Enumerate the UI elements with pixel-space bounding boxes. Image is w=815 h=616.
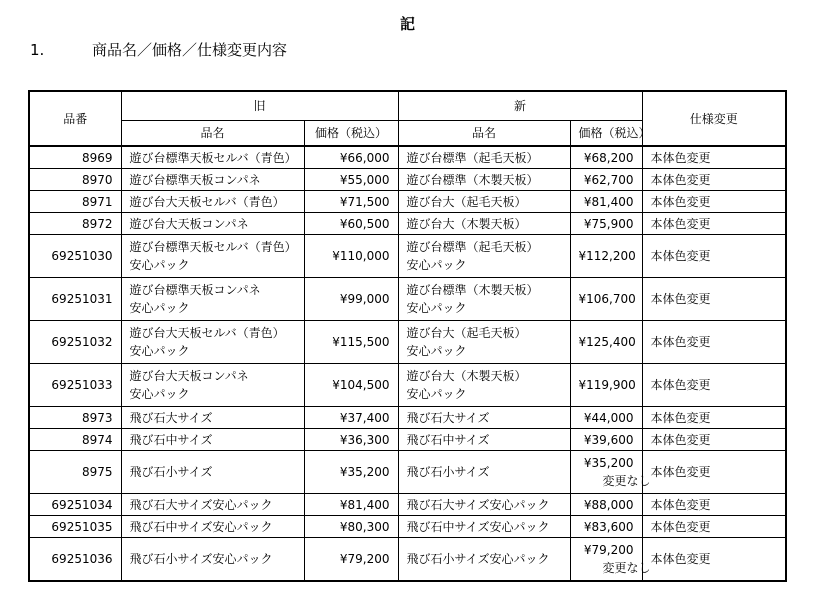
table-row [29, 213, 786, 235]
new-product-name-line: 飛び石小サイズ安心パック [406, 552, 550, 566]
spec-change: 本体色変更 [642, 169, 786, 191]
new-product-name [398, 169, 570, 191]
header-old: 旧 [121, 91, 398, 121]
old-product-name-line: 遊び台大天板コンパネ [129, 216, 249, 231]
old-price: ¥81,400 [304, 494, 398, 516]
new-product-name-line: 飛び石中サイズ安心パック [406, 519, 550, 534]
product-code: 8971 [29, 191, 121, 213]
document-heading: 記 [399, 15, 415, 33]
spec-change: 本体色変更 [642, 516, 786, 538]
new-price [570, 169, 642, 191]
old-product-name [121, 321, 304, 364]
new-product-name [398, 213, 570, 235]
new-price-value: ¥39,600 [583, 432, 634, 447]
new-price [570, 451, 651, 494]
product-spec-table [28, 90, 787, 582]
new-price [570, 278, 642, 321]
spec-change: 本体色変更 [642, 321, 786, 364]
new-price-value: ¥119,900 [578, 378, 636, 392]
old-price: ¥80,300 [304, 516, 398, 538]
old-price: ¥110,000 [304, 235, 398, 278]
new-product-name-line: 遊び台標準（木製天板） [406, 283, 539, 297]
table-row [29, 494, 786, 516]
new-price [570, 235, 642, 278]
new-price [570, 321, 642, 364]
old-product-name-line: 飛び石小サイズ安心パック [129, 552, 273, 566]
spec-change: 本体色変更 [642, 407, 786, 429]
new-product-name-line: 遊び台標準（起毛天板） [406, 240, 539, 254]
old-product-name-line: 飛び石中サイズ [129, 432, 213, 447]
new-product-name [398, 451, 570, 494]
product-code: 69251033 [29, 364, 121, 407]
header-new-price: 価格（税込） [570, 121, 642, 147]
spec-change: 本体色変更 [642, 538, 786, 582]
product-code: 69251036 [29, 538, 121, 582]
old-product-name [121, 451, 304, 494]
table-row [29, 451, 786, 494]
table-row [29, 278, 786, 321]
spec-change: 本体色変更 [642, 364, 786, 407]
spec-change: 本体色変更 [642, 235, 786, 278]
new-product-name [398, 538, 570, 582]
old-product-name-line: 安心パック [129, 344, 190, 358]
new-product-name [398, 191, 570, 213]
old-product-name-line: 遊び台大天板セルバ（青色） [129, 194, 285, 209]
new-price-value: ¥81,400 [583, 194, 634, 209]
table-row [29, 538, 786, 582]
old-product-name [121, 429, 304, 451]
old-product-name-line: 遊び台大天板セルバ（青色） [129, 326, 285, 340]
new-product-name-line: 飛び石大サイズ [406, 410, 490, 425]
old-product-name [121, 213, 304, 235]
new-product-name-line: 安心パック [406, 344, 467, 358]
new-product-name-line: 安心パック [406, 387, 467, 401]
old-product-name [121, 191, 304, 213]
product-code: 69251035 [29, 516, 121, 538]
spec-change: 本体色変更 [642, 494, 786, 516]
old-price: ¥35,200 [304, 451, 398, 494]
new-product-name-line: 飛び石小サイズ [406, 465, 490, 479]
old-product-name-line: 飛び石大サイズ [129, 410, 213, 425]
table-row [29, 235, 786, 278]
table-row [29, 407, 786, 429]
new-price-value: ¥83,600 [583, 519, 634, 534]
table-row [29, 364, 786, 407]
new-price-note: 変更なし [602, 561, 651, 575]
new-product-name [398, 364, 570, 407]
new-price [570, 516, 642, 538]
new-product-name-line: 遊び台標準（起毛天板） [406, 150, 539, 165]
old-product-name-line: 安心パック [129, 301, 190, 315]
product-code: 8975 [29, 451, 121, 494]
product-code: 8970 [29, 169, 121, 191]
product-code: 8972 [29, 213, 121, 235]
table-row [29, 429, 786, 451]
old-product-name-line: 安心パック [129, 258, 190, 272]
product-code: 69251030 [29, 235, 121, 278]
new-product-name [398, 146, 570, 169]
new-product-name-line: 遊び台大（木製天板） [406, 216, 527, 231]
old-product-name-line: 飛び石中サイズ安心パック [129, 519, 273, 534]
header-old-price: 価格（税込） [304, 121, 398, 147]
product-code: 69251034 [29, 494, 121, 516]
old-price: ¥99,000 [304, 278, 398, 321]
new-price-value: ¥44,000 [583, 410, 634, 425]
new-price-value: ¥112,200 [578, 249, 636, 263]
old-price: ¥115,500 [304, 321, 398, 364]
header-new: 新 [398, 91, 642, 121]
old-product-name [121, 146, 304, 169]
section-title-text: 商品名／価格／仕様変更内容 [92, 41, 288, 59]
old-product-name [121, 364, 304, 407]
old-price: ¥79,200 [304, 538, 398, 582]
old-product-name-line: 遊び台標準天板セルバ（青色） [129, 240, 297, 254]
new-price-value: ¥79,200 [583, 543, 634, 557]
product-code: 8973 [29, 407, 121, 429]
new-product-name [398, 235, 570, 278]
new-price-value: ¥62,700 [583, 172, 634, 187]
new-price-value: ¥35,200 [583, 456, 634, 470]
new-product-name [398, 407, 570, 429]
old-product-name-line: 飛び石大サイズ安心パック [129, 497, 273, 512]
new-price [570, 407, 642, 429]
new-product-name-line: 安心パック [406, 258, 467, 272]
spec-change: 本体色変更 [642, 146, 786, 169]
section-title [30, 40, 287, 60]
old-product-name-line: 遊び台標準天板コンパネ [129, 283, 261, 297]
new-price [570, 191, 642, 213]
table-row [29, 146, 786, 169]
new-price [570, 364, 642, 407]
new-product-name-line: 遊び台大（起毛天板） [406, 326, 527, 340]
new-product-name [398, 429, 570, 451]
spec-change: 本体色変更 [642, 213, 786, 235]
old-price: ¥60,500 [304, 213, 398, 235]
old-product-name [121, 169, 304, 191]
new-price-note: 変更なし [602, 474, 651, 488]
new-price-value: ¥88,000 [583, 497, 634, 512]
old-price: ¥36,300 [304, 429, 398, 451]
section-number: 1. [30, 41, 45, 59]
old-product-name-line: 安心パック [129, 387, 190, 401]
old-price: ¥37,400 [304, 407, 398, 429]
old-product-name [121, 494, 304, 516]
old-price: ¥55,000 [304, 169, 398, 191]
old-price: ¥66,000 [304, 146, 398, 169]
new-product-name-line: 飛び石中サイズ [406, 432, 490, 447]
old-product-name [121, 278, 304, 321]
table-row [29, 169, 786, 191]
old-product-name-line: 飛び石小サイズ [129, 465, 213, 479]
old-product-name [121, 407, 304, 429]
old-product-name-line: 遊び台大天板コンパネ [129, 369, 249, 383]
new-product-name [398, 494, 570, 516]
new-product-name-line: 遊び台標準（木製天板） [406, 172, 539, 187]
header-old-name: 品名 [121, 121, 304, 147]
product-code: 69251031 [29, 278, 121, 321]
header-code: 品番 [29, 91, 121, 146]
new-price [570, 429, 642, 451]
table-row [29, 516, 786, 538]
table-body [29, 146, 786, 581]
table-row [29, 321, 786, 364]
new-product-name-line: 安心パック [406, 301, 467, 315]
table-row [29, 191, 786, 213]
new-product-name-line: 遊び台大（木製天板） [406, 369, 527, 383]
old-price: ¥71,500 [304, 191, 398, 213]
header-spec-change: 仕様変更 [642, 91, 786, 146]
new-price [570, 213, 642, 235]
new-price-value: ¥125,400 [578, 335, 636, 349]
spec-change: 本体色変更 [642, 191, 786, 213]
spec-change: 本体色変更 [642, 451, 786, 494]
new-product-name [398, 278, 570, 321]
product-code: 8969 [29, 146, 121, 169]
product-code: 69251032 [29, 321, 121, 364]
new-product-name-line: 飛び石大サイズ安心パック [406, 497, 550, 512]
old-product-name-line: 遊び台標準天板コンパネ [129, 172, 261, 187]
new-price-value: ¥68,200 [583, 150, 634, 165]
new-product-name [398, 321, 570, 364]
new-product-name-line: 遊び台大（起毛天板） [406, 194, 527, 209]
spec-change: 本体色変更 [642, 278, 786, 321]
old-price: ¥104,500 [304, 364, 398, 407]
old-product-name [121, 235, 304, 278]
old-product-name [121, 538, 304, 582]
new-price-value: ¥75,900 [583, 216, 634, 231]
new-product-name [398, 516, 570, 538]
spec-change: 本体色変更 [642, 429, 786, 451]
product-code: 8974 [29, 429, 121, 451]
new-price [570, 494, 642, 516]
new-price-value: ¥106,700 [578, 292, 636, 306]
new-price [570, 538, 651, 582]
old-product-name [121, 516, 304, 538]
new-price [570, 146, 642, 169]
header-new-name: 品名 [398, 121, 570, 147]
old-product-name-line: 遊び台標準天板セルバ（青色） [129, 150, 297, 165]
